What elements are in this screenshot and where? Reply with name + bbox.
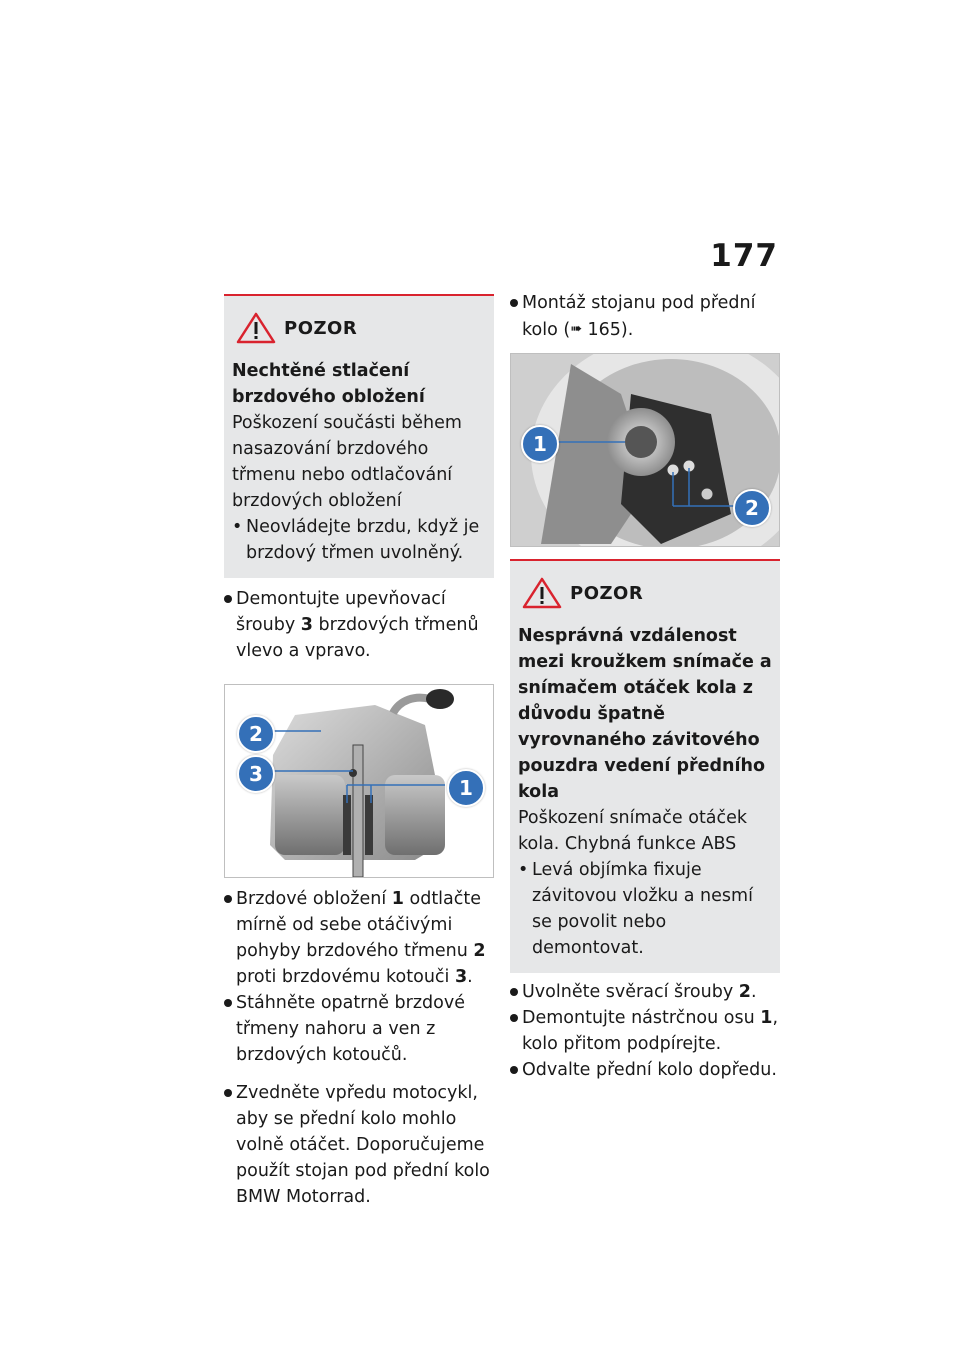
warning-title: Nechtěné stlačení brzdového obložení	[232, 361, 425, 407]
warning-bullets	[518, 857, 772, 961]
ref-number: 3	[300, 615, 313, 635]
step-text: odtlačte mírně od sebe otáčivými pohyby brzdového třmenu	[236, 889, 482, 961]
warning-box-abs-sensor	[510, 559, 780, 973]
step-text: Uvolněte svěrací šrouby	[522, 982, 739, 1002]
ref-number: 3	[454, 967, 468, 987]
warning-bullet: • Levá objímka fixuje závitovou vložku a nesmí se povolit nebo demontovat.	[518, 857, 772, 961]
warning-box-brake-pads	[224, 294, 494, 578]
step-text: Demontujte nástrčnou osu	[522, 1008, 761, 1028]
warning-label: POZOR	[570, 582, 644, 604]
list-item	[510, 290, 780, 343]
step-text: .	[467, 967, 473, 987]
warning-triangle-icon	[236, 312, 276, 344]
list-item	[510, 1005, 780, 1057]
page-reference: 165	[581, 320, 621, 340]
steps-list-3	[510, 290, 780, 343]
list-item	[224, 1080, 494, 1210]
steps-list-2	[224, 886, 494, 1210]
bullet-icon	[224, 895, 232, 903]
bullet-icon	[510, 1066, 518, 1074]
right-column	[510, 290, 780, 1083]
steps-list-1	[224, 586, 494, 664]
list-item	[224, 586, 494, 664]
callout-2: 2	[733, 489, 771, 527]
callout-1: 1	[521, 425, 559, 463]
brake-caliper-figure	[224, 684, 494, 878]
page-ref-arrow-icon: ➠	[570, 321, 582, 337]
callout-3: 3	[237, 755, 275, 793]
step-text: Demontujte upevňovací šrouby	[236, 589, 446, 635]
callout-1: 1	[447, 769, 485, 807]
step-text: , kolo přitom podpírejte.	[522, 1008, 779, 1054]
step-text: ).	[620, 320, 634, 340]
callout-2: 2	[237, 715, 275, 753]
front-axle-figure	[510, 353, 780, 547]
step-text: proti brzdovému kotouči	[236, 967, 455, 987]
warning-header	[232, 312, 486, 344]
warning-bullets	[232, 514, 486, 566]
list-item	[224, 886, 494, 990]
step-text: Stáhněte opatrně brzdové třmeny nahoru a ven z brzdových kotoučů.	[236, 993, 465, 1065]
warning-header	[518, 577, 772, 609]
warning-bullet: • Neovládejte brzdu, když je brzdový třmen uvolněný.	[232, 514, 486, 566]
page-number: 177	[710, 238, 778, 274]
bullet-icon	[510, 1014, 518, 1022]
list-item	[510, 1057, 780, 1083]
ref-number: 1	[391, 889, 404, 909]
warning-title: Nesprávná vzdálenost mezi kroužkem snímače a snímačem otáček kola z důvodu špatně vyrovnaného závitového pouzdra vedení předního kola	[518, 626, 772, 802]
bullet-icon	[510, 299, 518, 307]
steps-list-4	[510, 979, 780, 1083]
bullet-icon	[224, 1089, 232, 1097]
warning-text: Poškození snímače otáček kola. Chybná funkce ABS	[518, 808, 748, 854]
step-text: Odvalte přední kolo dopředu.	[522, 1060, 777, 1080]
bullet-icon	[510, 988, 518, 996]
step-text: Zvedněte vpředu motocykl, aby se přední kolo mohlo volně otáčet. Doporučujeme použít stojan pod přední kolo BMW Motorrad.	[236, 1083, 490, 1207]
step-text: .	[750, 982, 757, 1002]
step-text: Brzdové obložení	[236, 889, 392, 909]
warning-label: POZOR	[284, 317, 358, 339]
ref-number: 2	[738, 982, 751, 1002]
ref-number: 2	[473, 941, 486, 961]
list-item	[224, 990, 494, 1068]
bullet-icon	[224, 999, 232, 1007]
step-text: brzdových třmenů vlevo a vpravo.	[236, 615, 479, 661]
left-column	[224, 294, 494, 1210]
ref-number: 1	[760, 1008, 773, 1028]
list-item	[510, 979, 780, 1005]
warning-triangle-icon	[522, 577, 562, 609]
warning-text: Poškození součásti během nasazování brzdového třmenu nebo odtlačování brzdových obložení	[232, 413, 462, 511]
step-text: Montáž stojanu pod přední kolo (	[522, 293, 756, 340]
bullet-icon	[224, 595, 232, 603]
